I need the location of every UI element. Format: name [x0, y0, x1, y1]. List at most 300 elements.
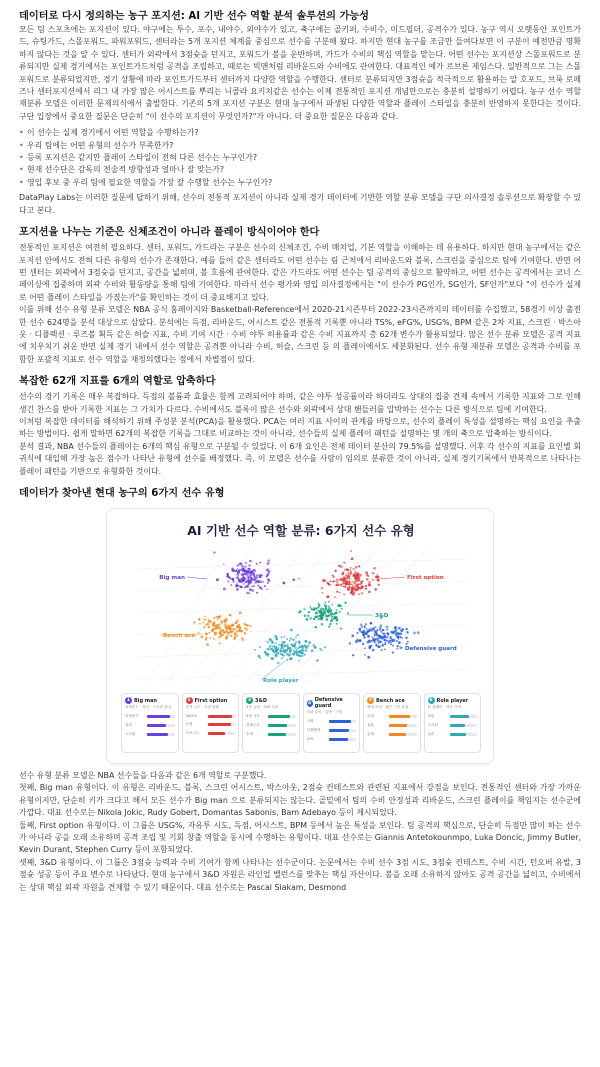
cluster-point — [255, 579, 257, 581]
cluster-point — [227, 627, 229, 629]
cluster-point — [358, 565, 360, 567]
role-metric-bar — [208, 715, 236, 718]
cluster-point — [331, 604, 333, 606]
cluster-point — [267, 641, 269, 643]
role-card-subtitle: 3점 슈팅 · 외곽 수비 — [246, 705, 279, 709]
cluster-point — [230, 584, 232, 586]
cluster-point — [198, 618, 201, 621]
role-metric-bar — [329, 729, 357, 732]
cluster-point — [336, 591, 338, 593]
cluster-point — [253, 585, 255, 587]
cluster-point — [246, 585, 249, 588]
cluster-point — [293, 645, 295, 647]
cluster-point — [405, 636, 407, 638]
role-metric-label: 허슬 — [427, 714, 435, 718]
role-metric-fill — [329, 738, 348, 741]
cluster-point — [395, 634, 398, 637]
cluster-point — [318, 618, 320, 620]
cluster-point — [305, 644, 307, 646]
cluster-point — [357, 586, 359, 588]
role-metric-label: 득점 — [367, 714, 374, 718]
cluster-point — [369, 628, 371, 630]
role-metric-bar — [147, 724, 175, 727]
cluster-point — [317, 609, 320, 612]
cluster-point — [342, 572, 344, 574]
cluster-point — [339, 604, 342, 607]
cluster-point — [334, 596, 336, 598]
cluster-point — [358, 628, 361, 631]
role-metric-label: 블록 — [125, 723, 132, 727]
role-card-title: Big man — [134, 697, 157, 704]
cluster-point — [328, 605, 330, 607]
cluster-point — [303, 608, 305, 610]
cluster-point — [374, 633, 376, 635]
cluster-point — [226, 573, 229, 576]
cluster-point — [344, 602, 346, 604]
cluster-point — [398, 627, 401, 630]
cluster-point — [223, 588, 226, 591]
cluster-point — [385, 625, 388, 628]
cluster-point — [303, 645, 305, 647]
cluster-point — [280, 644, 282, 646]
role-metric-bar — [147, 715, 175, 718]
cluster-point — [392, 652, 394, 654]
role-metric-label: 어시스트 — [185, 731, 200, 735]
cluster-point — [214, 634, 216, 636]
cluster-point — [378, 584, 380, 586]
cluster-point — [377, 576, 380, 579]
cluster-point — [253, 575, 255, 577]
cluster-point — [347, 612, 349, 614]
cluster-point — [333, 580, 335, 582]
cluster-point — [272, 646, 274, 648]
cluster-point — [232, 623, 234, 625]
cluster-label: Big man — [159, 575, 185, 581]
cluster-point — [259, 580, 262, 583]
role-metric-fill — [450, 733, 467, 736]
figure-title: AI 기반 선수 역할 분류: 6가지 선수 유형 — [187, 523, 415, 538]
section-1-paragraph-2: DataPlay Labs는 이러한 질문에 답하기 위해, 선수의 전통적 포지션이 아니라 실제 경기 데이터에 기반한 역할 분류 모델을 구단 의사결정 솔루션으로 확장할 수 있다고 본다. — [19, 193, 581, 215]
cluster-point — [239, 586, 241, 588]
cluster-point — [220, 631, 222, 633]
cluster-point — [296, 649, 298, 651]
cluster-point — [268, 570, 270, 572]
role-cards — [121, 693, 481, 753]
cluster-point — [220, 633, 223, 636]
cluster-point — [343, 577, 346, 580]
role-metric-row — [428, 732, 478, 737]
cluster-point — [358, 574, 360, 576]
cluster-point — [368, 640, 371, 643]
cluster-point — [365, 587, 367, 589]
cluster-point — [223, 631, 225, 633]
cluster-point — [206, 643, 209, 646]
cluster-point — [339, 611, 341, 613]
cluster-label: Defensive guard — [405, 646, 457, 652]
cluster-point — [377, 574, 379, 576]
cluster-point — [337, 583, 340, 586]
cluster-point — [288, 654, 291, 657]
role-card-title: Role player — [436, 697, 469, 704]
cluster-point — [359, 587, 362, 590]
cluster-point — [328, 626, 330, 628]
cluster-point — [281, 657, 283, 659]
section-4-paragraph-1: 선수 유형 분류 모델은 NBA 선수들을 다음과 같은 6개 역할로 구분했다. — [19, 771, 267, 780]
role-metric-row — [428, 714, 478, 719]
cluster-point — [253, 572, 255, 574]
cluster-point — [355, 588, 358, 591]
cluster-point — [298, 641, 301, 644]
cluster-point — [370, 622, 372, 624]
cluster-point — [328, 601, 330, 603]
role-metric-fill — [450, 724, 465, 727]
role-card-subtitle: 벤치 득점 · 짧은 시간 효율 — [367, 705, 409, 709]
cluster-point — [372, 572, 374, 574]
cluster-point — [209, 637, 211, 639]
cluster-point — [256, 592, 258, 594]
cluster-point — [336, 579, 339, 582]
cluster-point — [289, 640, 291, 642]
cluster-point — [234, 632, 236, 634]
role-metric-label: 스틸 — [306, 719, 314, 723]
cluster-point — [305, 618, 308, 621]
role-metric-row — [186, 722, 236, 727]
cluster-point — [202, 622, 204, 624]
cluster-point — [357, 632, 359, 634]
cluster-point — [347, 588, 350, 591]
cluster-point — [290, 638, 292, 640]
cluster-point — [205, 638, 208, 641]
cluster-point — [299, 610, 302, 613]
cluster-point — [298, 660, 300, 662]
cluster-point — [361, 631, 363, 633]
cluster-point — [345, 574, 347, 576]
player-role-figure — [106, 508, 494, 764]
section-1-paragraph-1: 모든 팀 스포츠에는 포지션이 있다. 야구에는 투수, 포수, 내야수, 외야수가 있고, 축구에는 골키퍼, 수비수, 미드필더, 공격수가 있다. 농구 역시 오랫동안 포인트가드, 슈팅가드, 스몰포워드, 파워포워드, 센터라는 5개 포지션 체계를 중심으로 선수를 구분해 왔다. 하지만 현대 농구를 조금만 들여다보면 이 구분이 예전만큼 명확하지 않다는 것을 알 수 있다. 센터가 외곽에서 3점슛을 던지고, 포워드가 볼을 운반하며, 가드가 수비의 핵심 역할을 맡는다. 어떤 선수는 포지션상 스몰포워드로 분류되지만 실제 경기에서는 포인트가드처럼 공격을 조립하고, 때로는 빅맨처럼 리바운드와 수비에도 관여한다. 대표적인 예가 르브론 제임스다. 일반적으로 그는 스몰포워드로 분류되었지만, 경기 상황에 따라 포인트가드부터 센터까지 다양한 역할을 수행한다. 센터로 분류되지만 3점슛을 적극적으로 활용하는 알 호포드, 브룩 로페즈나 센터포지션에서 리그 내 가장 많은 어시스트를 뿌리는 니콜라 요키치같은 선수는 이제 전통적인 포지션 개념만으로는 충분히 설명하기 어렵다. 농구 선수 역할 재분류 모델은 이러한 문제의식에서 출발한다. 기존의 5개 포지션 구분은 현대 농구에서 파생된 다양한 역할과 플레이 스타일을 충분히 반영하지 못한다는 것이다. 구단 입장에서 중요한 질문은 단순히 "이 선수의 포지션이 무엇인가?"가 아니다. 더 중요한 질문은 다음과 같다. — [19, 25, 581, 121]
role-metric-label: USG% — [185, 714, 197, 718]
cluster-point — [267, 568, 269, 570]
cluster-point — [262, 581, 264, 583]
cluster-point — [399, 633, 401, 635]
cluster-point — [246, 592, 248, 594]
role-metric-bar — [208, 723, 236, 726]
cluster-point — [406, 643, 408, 645]
cluster-point — [365, 585, 367, 587]
cluster-point — [264, 651, 267, 654]
role-metric-row — [307, 728, 357, 733]
cluster-point — [296, 654, 298, 656]
cluster-point — [249, 560, 251, 562]
cluster-point — [322, 579, 325, 582]
section-4-paragraph-4: 셋째, 3&D 유형이다. 이 그룹은 3점슛 능력과 수비 기여가 함께 나타나는 선수군이다. 논문에서는 수비 선수 3점 시도, 3점슛 컨테스트, 수비 시간, 턴오버 유발, 3점슛 성공 등이 주요 변수로 나타났다. 현대 농구에서 3&D 자원은 라인업 밸런스를 맞추는 핵심 자산이다. 볼을 오래 소유하지 않아도 공격 공간을 넓히고, 수비에서는 상대 핵심 외곽 자원을 견제할 수 있기 때문이다. 대표 선수로는 Pascal Siakam, Desmond — [19, 857, 581, 892]
cluster-point — [313, 644, 315, 646]
cluster-label: Role player — [263, 678, 299, 684]
cluster-point — [319, 614, 322, 617]
cluster-point — [406, 628, 408, 630]
cluster-point — [256, 563, 258, 565]
cluster-point — [209, 632, 211, 634]
cluster-point — [206, 636, 208, 638]
cluster-point — [236, 564, 239, 567]
role-card-subtitle: 공격 주도 · 득점 창출 — [185, 705, 219, 709]
cluster-point — [349, 584, 351, 586]
role-metric-row — [246, 723, 296, 728]
role-metric-label: 슈팅 — [367, 732, 374, 736]
cluster-point — [320, 648, 323, 651]
cluster-point — [355, 566, 358, 569]
cluster-point — [269, 638, 272, 641]
cluster-point — [226, 631, 228, 633]
role-card-subtitle: 외곽 수비 · 압박 · 스틸 — [306, 710, 343, 714]
role-number-badge: 1 — [126, 698, 131, 703]
role-metric-fill — [268, 715, 290, 718]
role-metric-bar — [268, 733, 296, 736]
cluster-point — [257, 585, 259, 587]
cluster-point — [374, 588, 377, 591]
cluster-point — [384, 633, 386, 635]
cluster-point — [244, 632, 246, 634]
section-title-4: 데이터가 찾아낸 현대 농구의 6가지 선수 유형 — [19, 488, 225, 499]
cluster-point — [234, 628, 236, 630]
cluster-point — [255, 576, 258, 579]
cluster-point — [238, 626, 241, 629]
cluster-point — [267, 648, 269, 650]
section-3-paragraph-1: 선수의 경기 기록은 매우 복잡하다. 득점의 볼륨과 효율은 함께 고려되어야 하며, 같은 야투 성공률이라 하더라도 상대의 집중 견제 속에서 기록한 지표와 그로 인해 생긴 찬스를 받아 기록한 지표는 그 가치가 다르다. 수비에서도 블록이 많은 선수와 외곽에서 상대 핸들러를 압박하는 선수는 다른 방식으로 팀에 기여한다. — [19, 392, 581, 414]
cluster-point — [221, 623, 223, 625]
cluster-point — [397, 638, 399, 640]
cluster-point — [330, 580, 332, 582]
cluster-point — [348, 576, 351, 579]
cluster-point — [370, 645, 372, 647]
role-card — [303, 693, 361, 753]
cluster-point — [275, 650, 277, 652]
cluster-point — [213, 638, 215, 640]
role-metric-fill — [268, 733, 286, 736]
cluster-point — [326, 595, 329, 598]
cluster-point — [225, 631, 227, 633]
bullet-icon: • — [19, 128, 24, 138]
cluster-point — [248, 592, 250, 594]
cluster-point — [286, 659, 288, 661]
cluster-point — [406, 631, 409, 634]
cluster-point — [386, 629, 388, 631]
cluster-point — [249, 588, 252, 591]
cluster-point — [379, 640, 382, 643]
cluster-point — [276, 653, 278, 655]
cluster-3-d — [298, 601, 349, 629]
cluster-point — [349, 642, 351, 644]
cluster-point — [205, 623, 208, 626]
cluster-point — [308, 611, 310, 613]
cluster-point — [325, 608, 328, 611]
cluster-point — [345, 583, 348, 586]
cluster-point — [216, 616, 218, 618]
cluster-point — [269, 645, 271, 647]
cluster-point — [267, 582, 269, 584]
role-metric-bar — [268, 715, 296, 718]
cluster-point — [304, 614, 307, 617]
cluster-point — [244, 623, 246, 625]
cluster-point — [363, 630, 365, 632]
cluster-point — [344, 569, 346, 571]
section-title-3: 복잡한 62개 지표를 6개의 역할로 압축하다 — [19, 376, 216, 388]
cluster-point — [281, 650, 283, 652]
role-number-badge: 2 — [187, 698, 191, 703]
cluster-point — [290, 643, 293, 646]
cluster-point — [311, 650, 314, 653]
cluster-point — [324, 602, 326, 604]
cluster-point — [329, 623, 332, 626]
cluster-point — [372, 579, 374, 581]
role-metric-row — [186, 714, 236, 718]
cluster-point — [201, 636, 204, 639]
cluster-point — [368, 581, 371, 584]
cluster-point — [206, 633, 208, 635]
cluster-point — [297, 652, 299, 654]
role-metric-bar — [329, 738, 357, 741]
role-metric-bar — [147, 733, 175, 736]
cluster-point — [286, 650, 288, 652]
role-number-badge: 6 — [429, 698, 433, 703]
role-metric-bar — [208, 732, 236, 735]
cluster-point — [313, 608, 315, 610]
cluster-point — [336, 619, 339, 622]
cluster-point — [236, 588, 239, 591]
cluster-labels — [159, 575, 457, 684]
cluster-point — [364, 654, 366, 656]
cluster-point — [256, 580, 259, 583]
cluster-point — [271, 657, 274, 660]
cluster-point — [277, 662, 280, 665]
cluster-point — [236, 625, 238, 627]
cluster-point — [352, 575, 354, 577]
cluster-point — [368, 591, 371, 594]
section-4-paragraph-2: 첫째, Big man 유형이다. 이 유형은 리바운드, 블록, 스크린 어시스트, 박스아웃, 2점슛 컨테스트와 관련된 지표에서 강점을 보인다. 전통적인 센터와 가장 가까운 유형이지만, 단순히 키가 크다고 해서 모든 선수가 Big man 으로 분류되지는 않는다. 골밑에서 팀의 수비 안정성과 리바운드, 스크린 플레이를 책임지는 선수군에 가깝다. 대표 선수로는 Nikola Jokic, Rudy Gobert, Domantas Sabonis, Bam Adebayo 등이 제시되었다. — [19, 783, 581, 818]
role-number-badge: 3 — [247, 698, 252, 703]
cluster-point — [266, 588, 268, 590]
question-item: • 현재 선수단은 감독의 전술적 방향성과 얼마나 잘 맞는가? — [19, 164, 581, 176]
cluster-point — [198, 632, 200, 634]
cluster-point — [351, 581, 353, 583]
cluster-point — [246, 580, 248, 582]
cluster-point — [373, 567, 376, 570]
role-card-header — [186, 697, 236, 704]
cluster-point — [242, 570, 244, 572]
cluster-label: Bench ace — [163, 633, 196, 639]
cluster-point — [372, 649, 375, 652]
cluster-point — [215, 628, 217, 630]
cluster-point — [335, 570, 337, 572]
cluster-point — [239, 562, 242, 565]
cluster-point — [385, 642, 387, 644]
cluster-role-player — [254, 629, 326, 665]
cluster-point — [374, 626, 376, 628]
cluster-point — [347, 572, 350, 575]
role-metric-fill — [389, 733, 406, 736]
cluster-point — [360, 623, 362, 625]
cluster-point — [326, 618, 329, 621]
cluster-point — [224, 623, 227, 626]
role-metric-bar — [450, 733, 478, 736]
cluster-point — [379, 629, 381, 631]
cluster-point — [331, 616, 333, 618]
cluster-point — [304, 640, 307, 643]
cluster-point — [350, 567, 352, 569]
cluster-point — [243, 583, 245, 585]
cluster-point — [380, 624, 383, 627]
cluster-point — [275, 636, 277, 638]
cluster-point — [259, 646, 261, 648]
cluster-point — [282, 581, 285, 584]
cluster-point — [407, 641, 409, 643]
role-metric-bar — [450, 724, 478, 727]
cluster-point — [276, 646, 278, 648]
cluster-point — [334, 612, 336, 614]
cluster-point — [366, 633, 368, 635]
role-metric-label: 리바운드 — [125, 714, 139, 718]
cluster-point — [384, 648, 386, 650]
role-metric-bar — [389, 733, 417, 736]
role-card-title: First option — [194, 697, 228, 704]
cluster-point — [389, 637, 391, 639]
cluster-point — [353, 568, 355, 570]
role-metric-row — [367, 732, 417, 737]
cluster-point — [373, 628, 375, 630]
cluster-point — [327, 611, 330, 614]
cluster-point — [278, 644, 280, 646]
section-2-paragraph-1: 전통적인 포지션은 여전히 필요하다. 센터, 포워드, 가드라는 구분은 선수의 신체조건, 수비 매치업, 기본 역할을 이해하는 데 유용하다. 하지만 현대 농구에서는 같은 포지션 안에서도 전혀 다른 유형의 선수가 존재한다. 예를 들어 같은 센터라도 어떤 선수는 림 근처에서 리바운드와 블록, 스크린을 중심으로 팀에 기여한다. 반면 어떤 센터는 외곽에서 3점슛을 던지고, 공간을 넓히며, 볼 흐름에 관여한다. 같은 가드라도 어떤 선수는 팀 공격의 중심으로 활약하고, 어떤 선수는 공격에서는 코너 스페이싱에 집중하며 외곽 수비와 활동량을 통해 팀에 기여한다. 따라서 선수 평가와 영입 의사결정에서는 "이 선수가 PG인가, SG인가, SF인가"보다 "이 선수가 실제로 어떤 플레이 스타일을 가졌는가"를 확인하는 것이 더 중요해지고 있다. — [19, 243, 581, 302]
cluster-point — [261, 588, 263, 590]
cluster-point — [246, 624, 249, 627]
cluster-point — [245, 562, 247, 564]
cluster-label: First option — [407, 575, 444, 581]
cluster-point — [413, 631, 416, 634]
cluster-point — [229, 614, 232, 617]
cluster-point — [216, 578, 219, 581]
cluster-point — [298, 654, 300, 656]
cluster-point — [236, 634, 238, 636]
role-card — [182, 693, 240, 753]
cluster-point — [381, 644, 384, 647]
cluster-point — [328, 615, 330, 617]
role-number-badge: 5 — [368, 698, 373, 703]
section-3-paragraph-3: 분석 결과, NBA 선수들의 플레이는 6개의 핵심 유형으로 구분될 수 있었다. 이 6개 요인은 전체 데이터 분산의 79.5%를 설명했다. 이후 각 선수의 지표를 요인별 회귀식에 대입해 가장 높은 점수가 나타난 유형에 선수를 배정했다. 즉, 이 모델은 선수를 사람이 임의로 분류한 것이 아니라, 실제 경기기록에서 반복적으로 나타나는 플레이 패턴을 기반으로 유형화한 것이다. — [19, 441, 581, 476]
cluster-point — [219, 643, 221, 645]
cluster-point — [318, 602, 320, 604]
section-3-paragraph-2: 이처럼 복잡한 데이터를 해석하기 위해 주성분 분석(PCA)을 활용했다. PCA는 여러 지표 사이의 관계를 바탕으로, 선수의 플레이 특성을 설명하는 핵심 요인을 추출하는 방법이다. 쉽게 말하면 62개의 복잡한 기록을 그대로 비교하는 것이 아니라, 선수들의 실제 플레이 패턴을 설명하는 몇 개의 축으로 압축하는 방식이다. — [19, 416, 581, 439]
cluster-point — [275, 642, 277, 644]
cluster-point — [254, 649, 256, 651]
cluster-point — [256, 574, 258, 576]
cluster-point — [315, 608, 317, 610]
cluster-point — [386, 636, 388, 638]
cluster-point — [384, 643, 386, 645]
cluster-point — [235, 621, 238, 624]
cluster-point — [213, 624, 215, 626]
cluster-point — [251, 586, 253, 588]
cluster-point — [210, 621, 212, 623]
role-metric-label: 수비 — [427, 732, 435, 736]
cluster-point — [396, 648, 398, 650]
cluster-point — [244, 573, 246, 575]
cluster-point — [286, 646, 288, 648]
question-list — [19, 127, 581, 189]
cluster-point — [284, 646, 286, 648]
cluster-point — [224, 621, 226, 623]
cluster-point — [203, 626, 205, 628]
cluster-point — [247, 575, 249, 577]
question-item: • 이 선수는 실제 경기에서 어떤 역할을 수행하는가? — [19, 127, 581, 139]
